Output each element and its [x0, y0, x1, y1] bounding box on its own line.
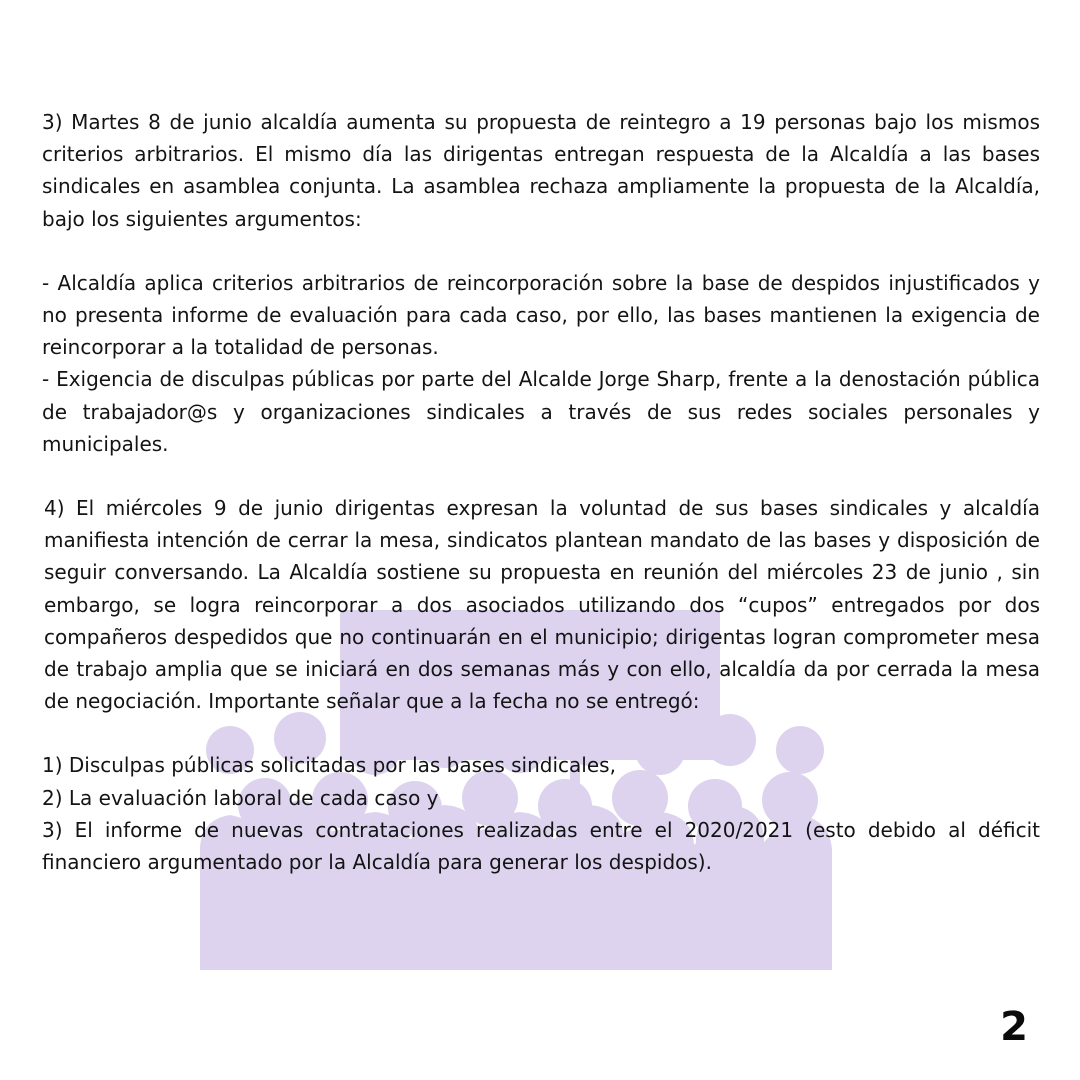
paragraph-gap: [42, 460, 1040, 492]
paragraph-gap: [42, 235, 1040, 267]
section-3-paragraph: 3) Martes 8 de junio alcaldía aumenta su propuesta de reintegro a 19 personas bajo los mismos criterios arbitrarios. El mismo día las dirigentas entregan respuesta de la Alcaldía a las bases sindicales en asamblea conjunta. La asamblea rechaza ampliamente la propuesta de la Alcaldía, bajo los siguientes argumentos:: [42, 110, 1040, 231]
pending-list-item-3: 3) El informe de nuevas contrataciones realizadas entre el 2020/2021 (esto debido al déficit financiero argumentado por la Alcaldía para generar los despidos).: [42, 817, 1040, 875]
section-3-bullet-2: - Exigencia de disculpas públicas por parte del Alcalde Jorge Sharp, frente a la denostación pública de trabajador@s y organizaciones sindicales a través de sus redes sociales personales y municipales.: [42, 367, 1040, 456]
pending-list-item-2: 2) La evaluación laboral de cada caso y: [42, 785, 439, 810]
section-3-bullet-1: - Alcaldía aplica criterios arbitrarios de reincorporación sobre la base de despidos injustificados y no presenta informe de evaluación para cada caso, por ello, las bases mantienen la exigencia de reincorporar a la totalidad de personas.: [42, 270, 1040, 360]
document-body: [42, 106, 1040, 878]
section-4-paragraph: 4) El miércoles 9 de junio dirigentas expresan la voluntad de sus bases sindicales y alcaldía manifiesta intención de cerrar la mesa, sindicatos plantean mandato de las bases y disposición de seguir conversando. La Alcaldía sostiene su propuesta en reunión del miércoles 23 de junio , sin embargo, se logra reincorporar a dos asociados utilizando dos “cupos” entregados por dos compañeros despedidos que no continuarán en el municipio; dirigentas logran comprometer mesa de trabajo amplia que se iniciará en dos semanas más y con ello, alcaldía da por cerrada la mesa de negociación. Importante señalar que a la fecha no se entregó:: [44, 496, 1040, 714]
pending-list-item-1: 1) Disculpas públicas solicitadas por las bases sindicales,: [42, 753, 616, 778]
page-number: 2: [1000, 1004, 1028, 1050]
paragraph-gap: [42, 717, 1040, 749]
